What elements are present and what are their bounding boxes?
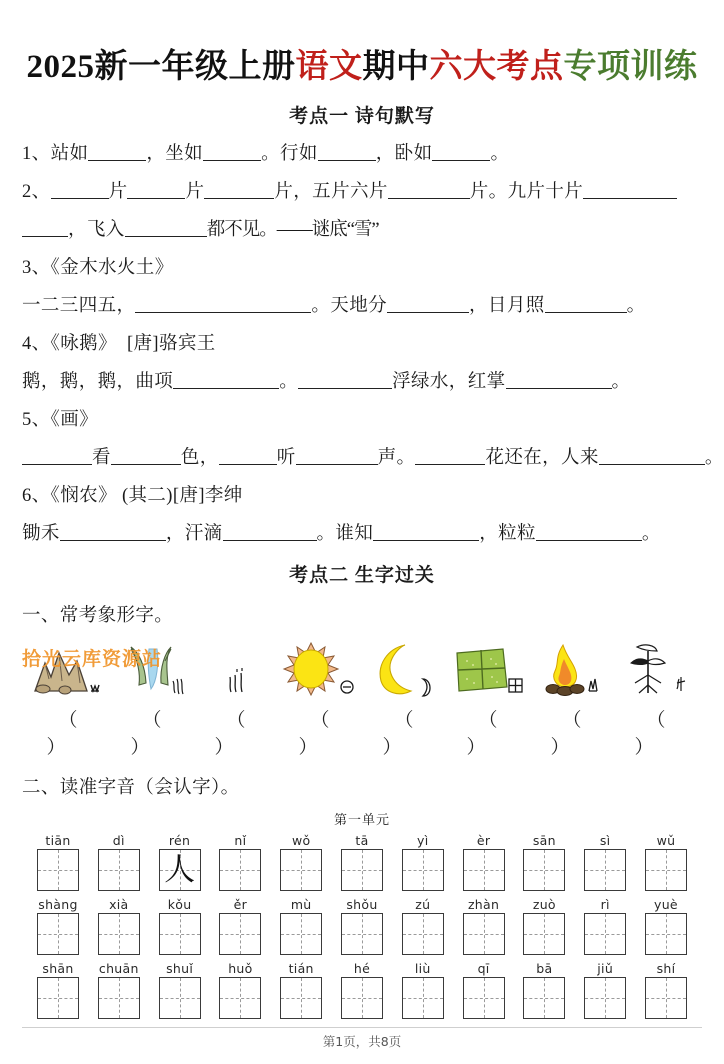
tianzige-box[interactable] — [402, 849, 444, 891]
site-watermark: 拾光云库资源站 — [22, 648, 163, 670]
question-1 — [22, 142, 702, 167]
q3-a: 一二三四五， — [22, 295, 136, 316]
pinyin-label: tiān — [45, 832, 71, 848]
pinyin-label: jiǔ — [597, 960, 614, 976]
pinyin-grid-cell — [93, 896, 145, 955]
q6-blank-1[interactable] — [60, 525, 166, 541]
pinyin-grid-cell — [275, 896, 327, 955]
pinyin-grid-cell — [93, 832, 145, 891]
pinyin-label: huǒ — [228, 960, 253, 976]
handwritten-character — [220, 978, 260, 1018]
handwritten-character — [38, 914, 78, 954]
bracket-5[interactable]: （ ） — [382, 709, 438, 758]
pictograph-answer-brackets — [22, 705, 702, 759]
q3-num: 3、《金木水火土》 — [22, 257, 174, 278]
question-6-title — [22, 484, 702, 509]
handwritten-character — [524, 978, 564, 1018]
pinyin-grid-cell — [214, 960, 266, 1019]
unit-title: 第一单元 — [333, 812, 390, 828]
tianzige-box[interactable] — [463, 849, 505, 891]
pinyin-grid-container — [22, 832, 702, 1019]
pinyin-label: shàng — [38, 896, 78, 912]
pinyin-grid-cell — [397, 896, 449, 955]
pinyin-label: shān — [42, 960, 74, 976]
tianzige-box[interactable] — [645, 913, 687, 955]
pinyin-grid-cell — [336, 896, 388, 955]
subsection-1-label: 一、常考象形字。 — [22, 605, 174, 626]
q6-note: (其二)[唐]李绅 — [121, 485, 243, 506]
tianzige-box[interactable] — [37, 977, 79, 1019]
question-2-line-1 — [22, 180, 702, 205]
handwritten-character — [585, 850, 625, 890]
pinyin-label: sì — [599, 832, 611, 848]
tianzige-box[interactable] — [523, 913, 565, 955]
bracket-3[interactable]: （ ） — [214, 709, 270, 758]
question-5-body — [22, 446, 724, 471]
tianzige-box[interactable] — [159, 849, 201, 891]
q3-blank-1[interactable] — [135, 297, 311, 313]
title-segment-2: 语文 — [295, 49, 363, 85]
q5-num: 5、《画》 — [22, 409, 99, 430]
handwritten-character — [524, 850, 564, 890]
tianzige-box[interactable] — [219, 913, 261, 955]
pinyin-label: rì — [600, 896, 610, 912]
tianzige-box[interactable] — [584, 849, 626, 891]
q5-blank-6[interactable] — [599, 449, 705, 465]
question-6-body — [22, 522, 702, 547]
q1-num: 1、 — [22, 144, 51, 164]
q4-b: 。 — [279, 371, 299, 392]
pinyin-label: sān — [532, 832, 556, 848]
pinyin-grid-cell — [640, 832, 692, 891]
question-4-title — [22, 332, 702, 357]
tianzige-box[interactable] — [219, 977, 261, 1019]
q5-e: 花还在，人来 — [485, 447, 599, 468]
handwritten-character — [99, 978, 139, 1018]
q5-a: 看 — [92, 447, 111, 468]
tianzige-box[interactable] — [98, 977, 140, 1019]
handwritten-character — [585, 978, 625, 1018]
pinyin-grid-cell — [336, 832, 388, 891]
handwritten-character — [464, 850, 504, 890]
tianzige-box[interactable] — [402, 913, 444, 955]
pinyin-grid-cell — [518, 832, 570, 891]
handwritten-character — [220, 850, 260, 890]
page-title — [22, 40, 702, 87]
q6-e: 。 — [641, 523, 661, 544]
pinyin-grid-cell — [458, 896, 510, 955]
q1-blank-4[interactable] — [432, 145, 490, 161]
q4-d: 。 — [611, 371, 631, 392]
question-4-body — [22, 370, 702, 395]
tianzige-box[interactable] — [37, 913, 79, 955]
pinyin-label: zhàn — [467, 896, 500, 912]
bracket-2[interactable]: （ ） — [130, 709, 186, 758]
q2-num: 2、 — [22, 181, 51, 202]
pinyin-grid-cell — [518, 896, 570, 955]
pinyin-label: shí — [656, 960, 676, 976]
handwritten-character — [646, 978, 686, 1018]
q5-c: 听 — [276, 447, 296, 468]
pinyin-grid-cell — [275, 832, 327, 891]
question-5-title — [22, 408, 702, 433]
q5-f: 。 — [704, 447, 724, 468]
q2-p4: 片。九片十片 — [469, 181, 584, 202]
pinyin-label: tián — [288, 960, 314, 976]
tianzige-box[interactable] — [402, 977, 444, 1019]
handwritten-character — [342, 850, 382, 890]
bracket-1[interactable]: （ ） — [46, 709, 102, 758]
tianzige-box[interactable] — [523, 977, 565, 1019]
sun-pictograph — [280, 631, 360, 703]
tianzige-box[interactable] — [584, 977, 626, 1019]
pinyin-grid-cell — [458, 832, 510, 891]
handwritten-character — [524, 914, 564, 954]
handwritten-character: 人 — [164, 852, 196, 888]
tianzige-box[interactable] — [280, 913, 322, 955]
pinyin-grid-cell — [518, 960, 570, 1019]
pinyin-grid-cell — [397, 960, 449, 1019]
q5-blank-5[interactable] — [415, 449, 485, 465]
pinyin-grid-cell — [154, 960, 206, 1019]
handwritten-character — [403, 978, 443, 1018]
q5-blank-1[interactable] — [22, 449, 92, 465]
pinyin-grid-cell — [640, 896, 692, 955]
q2-blank-7[interactable] — [125, 221, 207, 237]
pinyin-label: bā — [536, 960, 553, 976]
tianzige-box[interactable] — [219, 849, 261, 891]
title-segment-1: 2025新一年级上册 — [26, 49, 296, 85]
q2-blank-1[interactable] — [51, 183, 109, 199]
pinyin-label: dì — [112, 832, 125, 848]
pinyin-grid-cell — [93, 960, 145, 1019]
tianzige-box[interactable] — [645, 849, 687, 891]
pinyin-label: zú — [415, 896, 431, 912]
section-heading-2: 考点二 生字过关 — [289, 564, 435, 586]
bracket-7[interactable]: （ ） — [550, 709, 606, 758]
q5-blank-2[interactable] — [111, 449, 181, 465]
q6-a: 锄禾 — [22, 523, 60, 544]
footer-divider — [22, 1027, 702, 1028]
q2-p3: 片，五片六片 — [274, 181, 388, 202]
pinyin-grid-cell — [579, 832, 631, 891]
tianzige-box[interactable] — [523, 849, 565, 891]
handwritten-character — [281, 978, 321, 1018]
pinyin-grid-cell — [458, 960, 510, 1019]
title-segment-4: 六大考点 — [429, 49, 564, 85]
pinyin-label: yì — [417, 832, 429, 848]
pinyin-label: qī — [477, 960, 490, 976]
q1-a: 站如 — [50, 144, 89, 164]
tianzige-box[interactable] — [463, 977, 505, 1019]
pinyin-label: chuān — [98, 960, 139, 976]
pinyin-label: yuè — [654, 896, 678, 912]
moon-pictograph — [364, 631, 444, 703]
tianzige-box[interactable] — [159, 913, 201, 955]
tianzige-box[interactable] — [584, 913, 626, 955]
q6-b: ，汗滴 — [165, 523, 223, 544]
handwritten-character — [646, 850, 686, 890]
pinyin-label: èr — [476, 832, 491, 848]
q1-blank-2[interactable] — [203, 145, 261, 161]
q5-blank-3[interactable] — [219, 449, 277, 465]
q5-b: 色， — [180, 447, 219, 468]
tianzige-box[interactable] — [280, 977, 322, 1019]
pinyin-grid-cell — [32, 896, 84, 955]
q2-blank-4[interactable] — [388, 183, 470, 199]
q2-blank-3[interactable] — [204, 183, 274, 199]
pinyin-grid-row — [22, 960, 702, 1019]
tianzige-box[interactable] — [645, 977, 687, 1019]
pinyin-label: mù — [290, 896, 312, 912]
q2-line2-b: 都不见。——谜底“雪” — [206, 219, 379, 240]
handwritten-character — [160, 978, 200, 1018]
pinyin-label: shuǐ — [166, 960, 194, 976]
q3-b: 。天地分 — [311, 295, 388, 316]
pinyin-grid-cell — [579, 960, 631, 1019]
question-2-line-2 — [22, 218, 702, 243]
q4-num: 4、《咏鹅》 — [22, 333, 117, 354]
subsection-2-label: 二、读准字音（会认字）。 — [22, 777, 240, 798]
q4-c: 浮绿水，红掌 — [392, 371, 506, 392]
title-segment-3: 期中 — [362, 49, 430, 85]
grain-pictograph — [616, 631, 696, 703]
page-footer: 第1页，共8页 — [322, 1034, 402, 1049]
q4-blank-1[interactable] — [173, 373, 279, 389]
tianzige-box[interactable] — [159, 977, 201, 1019]
pinyin-label: hé — [353, 960, 371, 976]
handwritten-character — [403, 914, 443, 954]
pinyin-grid-cell — [154, 896, 206, 955]
handwritten-character — [464, 978, 504, 1018]
worksheet-page — [0, 40, 724, 1064]
section-heading-1: 考点一 诗句默写 — [289, 106, 435, 127]
handwritten-character — [99, 914, 139, 954]
q6-blank-3[interactable] — [373, 525, 479, 541]
q2-blank-2[interactable] — [127, 183, 185, 199]
pinyin-label: zuò — [532, 896, 556, 912]
q6-blank-4[interactable] — [536, 525, 642, 541]
q4-blank-3[interactable] — [506, 373, 612, 389]
q2-blank-5[interactable] — [583, 183, 677, 199]
tianzige-box[interactable] — [341, 977, 383, 1019]
q2-blank-6[interactable] — [22, 221, 68, 237]
tianzige-box[interactable] — [98, 849, 140, 891]
bracket-8[interactable]: （ ） — [634, 709, 690, 758]
pinyin-label: liù — [414, 960, 431, 976]
pinyin-grid-cell — [214, 896, 266, 955]
pinyin-grid-cell — [214, 832, 266, 891]
q3-blank-2[interactable] — [387, 297, 469, 313]
handwritten-character — [342, 978, 382, 1018]
handwritten-character — [38, 978, 78, 1018]
bracket-6[interactable]: （ ） — [466, 709, 522, 758]
question-3-title — [22, 256, 702, 281]
pinyin-grid-cell — [32, 832, 84, 891]
tianzige-box[interactable] — [463, 913, 505, 955]
question-3-body — [22, 294, 702, 319]
pinyin-label: xià — [109, 896, 129, 912]
pinyin-grid-cell — [32, 960, 84, 1019]
pinyin-grid-cell — [154, 832, 206, 891]
pinyin-label: nǐ — [234, 832, 247, 848]
q1-e: 。 — [490, 144, 510, 164]
q6-num: 6、《悯农》 — [22, 485, 117, 506]
q2-p2: 片 — [185, 181, 205, 202]
pinyin-label: wǔ — [656, 832, 676, 848]
pinyin-grid-cell — [579, 896, 631, 955]
field-pictograph — [448, 631, 528, 703]
handwritten-character — [342, 914, 382, 954]
bracket-4[interactable]: （ ） — [298, 709, 354, 758]
q4-blank-2[interactable] — [298, 373, 392, 389]
q3-d: 。 — [626, 295, 646, 316]
q3-blank-3[interactable] — [545, 297, 627, 313]
pinyin-label: shǒu — [346, 896, 378, 912]
pinyin-label: ěr — [233, 896, 248, 912]
handwritten-character — [99, 850, 139, 890]
pinyin-grid-row — [22, 832, 702, 891]
pinyin-grid-row — [22, 896, 702, 955]
q2-line2-a: ，飞入 — [68, 219, 125, 240]
handwritten-character — [464, 914, 504, 954]
q6-blank-2[interactable] — [223, 525, 317, 541]
tianzige-box[interactable] — [98, 913, 140, 955]
fire-pictograph — [532, 631, 612, 703]
handwritten-character — [220, 914, 260, 954]
q1-d: ，卧如 — [375, 144, 433, 164]
pinyin-grid-cell — [336, 960, 388, 1019]
tianzige-box[interactable] — [37, 849, 79, 891]
q4-author: [唐]骆宾王 — [126, 333, 216, 354]
tianzige-box[interactable] — [341, 913, 383, 955]
handwritten-character — [646, 914, 686, 954]
q6-d: ，粒粒 — [479, 523, 536, 544]
q5-blank-4[interactable] — [296, 449, 378, 465]
q4-a: 鹅，鹅，鹅，曲项 — [22, 371, 174, 392]
handwritten-character — [281, 850, 321, 890]
pinyin-label: kǒu — [167, 896, 192, 912]
q1-blank-3[interactable] — [318, 145, 376, 161]
title-segment-5: 专项训练 — [563, 49, 698, 85]
q1-b: ，坐如 — [146, 144, 204, 164]
pinyin-grid-cell — [397, 832, 449, 891]
handwritten-character — [403, 850, 443, 890]
q2-p1: 片 — [108, 181, 128, 202]
pinyin-label: rén — [168, 832, 191, 848]
pinyin-label: tā — [355, 832, 369, 848]
q3-c: ，日月照 — [469, 295, 545, 316]
handwritten-character — [160, 914, 200, 954]
handwritten-character — [281, 914, 321, 954]
handwritten-character — [38, 850, 78, 890]
pinyin-grid-cell — [640, 960, 692, 1019]
pinyin-grid-cell — [275, 960, 327, 1019]
tianzige-box[interactable] — [280, 849, 322, 891]
q1-c: 。行如 — [261, 144, 318, 164]
pinyin-label: wǒ — [291, 832, 311, 848]
tianzige-box[interactable] — [341, 849, 383, 891]
q1-blank-1[interactable] — [88, 145, 146, 161]
handwritten-character — [585, 914, 625, 954]
q5-d: 声。 — [377, 447, 416, 468]
stream-pictograph — [196, 631, 276, 703]
q6-c: 。谁知 — [316, 523, 374, 544]
